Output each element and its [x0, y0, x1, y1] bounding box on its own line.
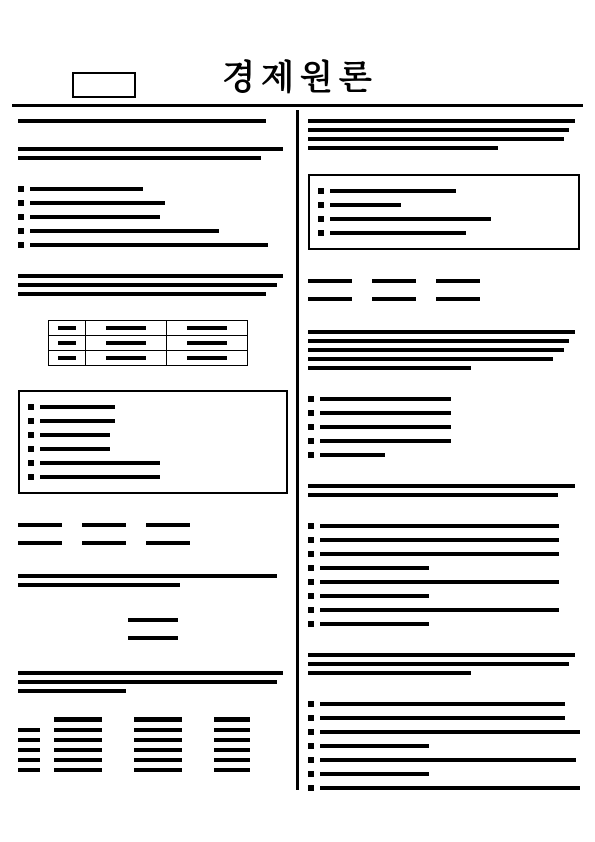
- bullet-marker: [318, 230, 324, 236]
- illegible-text-line: [82, 523, 126, 527]
- option-line: [308, 422, 580, 432]
- illegible-text-line: [320, 772, 429, 776]
- illegible-text-line: [308, 119, 575, 123]
- illegible-cell-text: [58, 326, 76, 330]
- table-cell: [54, 768, 102, 772]
- table-header-cell: [134, 717, 182, 722]
- illegible-text-line: [18, 671, 283, 675]
- bullet-marker: [18, 200, 24, 206]
- option-line: [308, 699, 580, 709]
- table-cell: [49, 321, 86, 336]
- option-line: [28, 458, 278, 468]
- option-line: [28, 416, 278, 426]
- answer-choice: [18, 518, 62, 550]
- bullet-marker: [308, 438, 314, 444]
- option-line: [308, 521, 580, 531]
- answer-choice: [436, 274, 480, 306]
- option-line: [318, 214, 570, 224]
- illegible-text-line: [40, 433, 110, 437]
- illegible-text-line: [320, 439, 451, 443]
- bullet-marker: [308, 771, 314, 777]
- left-column: [18, 114, 288, 796]
- illegible-text-line: [308, 279, 352, 283]
- framed-list: [18, 390, 288, 494]
- table-cell: [86, 336, 167, 351]
- table-cell: [49, 351, 86, 366]
- option-line: [308, 408, 580, 418]
- option-line: [308, 535, 580, 545]
- option-line: [308, 727, 580, 737]
- option-line: [18, 198, 288, 208]
- bullet-marker: [308, 579, 314, 585]
- illegible-text-line: [18, 541, 62, 545]
- bullet-marker: [18, 186, 24, 192]
- illegible-text-line: [30, 243, 268, 247]
- illegible-text-line: [308, 493, 558, 497]
- option-line: [28, 472, 278, 482]
- illegible-text-line: [308, 330, 575, 334]
- option-line: [18, 184, 288, 194]
- option-line: [318, 200, 570, 210]
- question-block: [308, 521, 580, 629]
- bullet-marker: [28, 446, 34, 452]
- option-line: [28, 444, 278, 454]
- illegible-text-line: [320, 397, 451, 401]
- illegible-text-line: [308, 357, 553, 361]
- bullet-marker: [318, 188, 324, 194]
- option-line: [308, 619, 580, 629]
- illegible-text-line: [308, 128, 569, 132]
- bullet-marker: [28, 404, 34, 410]
- question-block: [18, 184, 288, 250]
- bullet-marker: [308, 452, 314, 458]
- option-line: [308, 769, 580, 779]
- answer-choice: [308, 274, 352, 306]
- illegible-text-line: [330, 217, 491, 221]
- question-block: [18, 518, 288, 550]
- table-cell: [54, 748, 102, 752]
- table-cell: [134, 768, 182, 772]
- illegible-text-line: [330, 203, 401, 207]
- table-cell: [54, 758, 102, 762]
- option-line: [308, 394, 580, 404]
- bullet-marker: [18, 242, 24, 248]
- table-header-cell: [214, 717, 250, 722]
- bullet-marker: [308, 565, 314, 571]
- illegible-text-line: [320, 702, 565, 706]
- illegible-text-line: [146, 523, 190, 527]
- illegible-text-line: [18, 292, 266, 296]
- table-cell: [167, 321, 248, 336]
- illegible-text-line: [308, 339, 569, 343]
- table-cell: [54, 738, 102, 742]
- illegible-text-line: [320, 411, 451, 415]
- illegible-text-line: [18, 119, 266, 123]
- option-line: [308, 741, 580, 751]
- formula-line: [128, 611, 288, 629]
- question-block: [18, 671, 288, 693]
- table-cell: [214, 758, 250, 762]
- illegible-text-line: [330, 189, 456, 193]
- formula: [128, 611, 288, 647]
- illegible-formula-text: [128, 636, 178, 640]
- illegible-text-line: [372, 297, 416, 301]
- option-line: [308, 755, 580, 765]
- illegible-text-line: [18, 689, 126, 693]
- illegible-text-line: [146, 541, 190, 545]
- option-line: [318, 186, 570, 196]
- question-block: [308, 394, 580, 460]
- table-header-cell: [54, 717, 102, 722]
- framed-list: [308, 174, 580, 250]
- illegible-text-line: [40, 461, 160, 465]
- bullet-marker: [28, 474, 34, 480]
- illegible-text-line: [18, 523, 62, 527]
- illegible-cell-text: [187, 356, 227, 360]
- illegible-text-line: [18, 283, 277, 287]
- exam-title: 경제원론: [222, 58, 378, 98]
- illegible-text-line: [30, 229, 219, 233]
- table-cell: [134, 758, 182, 762]
- answer-choice: [82, 518, 126, 550]
- illegible-text-line: [308, 297, 352, 301]
- bullet-marker: [308, 537, 314, 543]
- table-cell: [49, 336, 86, 351]
- question-block: [308, 653, 580, 675]
- illegible-text-line: [372, 279, 416, 283]
- question-block: [308, 274, 580, 306]
- illegible-text-line: [18, 574, 277, 578]
- illegible-text-line: [330, 231, 466, 235]
- data-table: [48, 320, 248, 366]
- question-block: [18, 717, 288, 772]
- question-block: [308, 119, 580, 150]
- bullet-marker: [28, 418, 34, 424]
- bullet-marker: [308, 743, 314, 749]
- illegible-text-line: [18, 583, 180, 587]
- option-line: [308, 450, 580, 460]
- bullet-marker: [308, 551, 314, 557]
- illegible-text-line: [320, 758, 576, 762]
- table-cell: [214, 728, 250, 732]
- question-block: [18, 574, 288, 587]
- illegible-text-line: [320, 524, 559, 528]
- question-block: [18, 390, 288, 494]
- table-row: [49, 336, 248, 351]
- option-line: [18, 212, 288, 222]
- illegible-text-line: [308, 653, 575, 657]
- formula-line: [128, 629, 288, 647]
- illegible-text-line: [308, 484, 575, 488]
- bullet-marker: [308, 785, 314, 791]
- bullet-marker: [308, 607, 314, 613]
- illegible-text-line: [40, 447, 110, 451]
- bullet-marker: [318, 216, 324, 222]
- bullet-marker: [308, 715, 314, 721]
- option-line: [318, 228, 570, 238]
- option-line: [308, 783, 580, 793]
- option-line: [28, 430, 278, 440]
- table-cell: [18, 768, 40, 772]
- bullet-marker: [308, 424, 314, 430]
- bullet-marker: [18, 228, 24, 234]
- illegible-cell-text: [106, 341, 146, 345]
- illegible-text-line: [320, 453, 385, 457]
- table-cell: [18, 748, 40, 752]
- bullet-marker: [308, 523, 314, 529]
- illegible-text-line: [320, 566, 429, 570]
- illegible-text-line: [320, 538, 559, 542]
- illegible-text-line: [320, 744, 429, 748]
- illegible-text-line: [320, 716, 565, 720]
- table-cell: [18, 758, 40, 762]
- illegible-text-line: [308, 366, 471, 370]
- illegible-text-line: [320, 622, 429, 626]
- table-cell: [167, 336, 248, 351]
- illegible-text-line: [18, 274, 283, 278]
- illegible-text-line: [308, 137, 564, 141]
- option-line: [308, 436, 580, 446]
- illegible-text-line: [30, 215, 160, 219]
- illegible-cell-text: [58, 356, 76, 360]
- table-cell: [18, 728, 40, 732]
- subject-code-box: [72, 72, 136, 98]
- option-line: [308, 713, 580, 723]
- bullet-marker: [18, 214, 24, 220]
- illegible-cell-text: [187, 326, 227, 330]
- illegible-text-line: [308, 671, 471, 675]
- answer-choices: [18, 518, 288, 550]
- illegible-text-line: [320, 425, 451, 429]
- illegible-cell-text: [106, 356, 146, 360]
- illegible-cell-text: [58, 341, 76, 345]
- option-line: [18, 226, 288, 236]
- option-line: [308, 591, 580, 601]
- illegible-text-line: [308, 662, 569, 666]
- question-block: [18, 320, 288, 366]
- table-cell: [214, 768, 250, 772]
- bullet-marker: [308, 757, 314, 763]
- illegible-text-line: [308, 146, 498, 150]
- table-cell: [134, 748, 182, 752]
- question-block: [18, 611, 288, 647]
- right-column: [308, 114, 580, 817]
- illegible-text-line: [82, 541, 126, 545]
- illegible-cell-text: [106, 326, 146, 330]
- bullet-marker: [308, 410, 314, 416]
- table-cell: [134, 728, 182, 732]
- illegible-text-line: [18, 156, 261, 160]
- bullet-marker: [28, 432, 34, 438]
- table-cell: [54, 728, 102, 732]
- table-cell: [214, 738, 250, 742]
- answer-choice: [372, 274, 416, 306]
- bullet-marker: [308, 593, 314, 599]
- illegible-text-line: [40, 405, 115, 409]
- option-line: [308, 563, 580, 573]
- answer-choices: [308, 274, 580, 306]
- illegible-text-line: [30, 201, 165, 205]
- option-line: [308, 577, 580, 587]
- illegible-text-line: [320, 552, 559, 556]
- bullet-marker: [308, 396, 314, 402]
- table-cell: [134, 738, 182, 742]
- illegible-text-line: [320, 730, 580, 734]
- bullet-marker: [308, 729, 314, 735]
- illegible-text-line: [436, 297, 480, 301]
- bullet-marker: [308, 701, 314, 707]
- column-divider: [296, 110, 299, 790]
- question-block: [308, 330, 580, 370]
- illegible-text-line: [18, 680, 277, 684]
- header-rule: [12, 104, 583, 107]
- illegible-cell-text: [187, 341, 227, 345]
- table-cell: [86, 351, 167, 366]
- illegible-text-line: [18, 147, 283, 151]
- illegible-text-line: [320, 786, 580, 790]
- table-cell: [167, 351, 248, 366]
- illegible-text-line: [320, 608, 559, 612]
- option-line: [308, 605, 580, 615]
- option-line: [18, 240, 288, 250]
- table-cell: [18, 738, 40, 742]
- illegible-text-line: [30, 187, 143, 191]
- list-table: [18, 717, 288, 772]
- bullet-marker: [308, 621, 314, 627]
- question-block: [308, 484, 580, 497]
- table-cell: [214, 748, 250, 752]
- option-line: [28, 402, 278, 412]
- illegible-text-line: [40, 419, 115, 423]
- question-block: [308, 174, 580, 250]
- bullet-marker: [318, 202, 324, 208]
- illegible-text-line: [320, 594, 429, 598]
- question-block: [18, 119, 288, 123]
- answer-choice: [146, 518, 190, 550]
- question-block: [308, 699, 580, 793]
- illegible-text-line: [308, 348, 564, 352]
- bullet-marker: [28, 460, 34, 466]
- question-block: [18, 147, 288, 160]
- table-row: [49, 321, 248, 336]
- question-block: [18, 274, 288, 296]
- page-header: [0, 0, 595, 108]
- illegible-text-line: [436, 279, 480, 283]
- illegible-text-line: [40, 475, 160, 479]
- illegible-formula-text: [128, 618, 178, 622]
- table-row: [49, 351, 248, 366]
- option-line: [308, 549, 580, 559]
- table-cell: [86, 321, 167, 336]
- illegible-text-line: [320, 580, 559, 584]
